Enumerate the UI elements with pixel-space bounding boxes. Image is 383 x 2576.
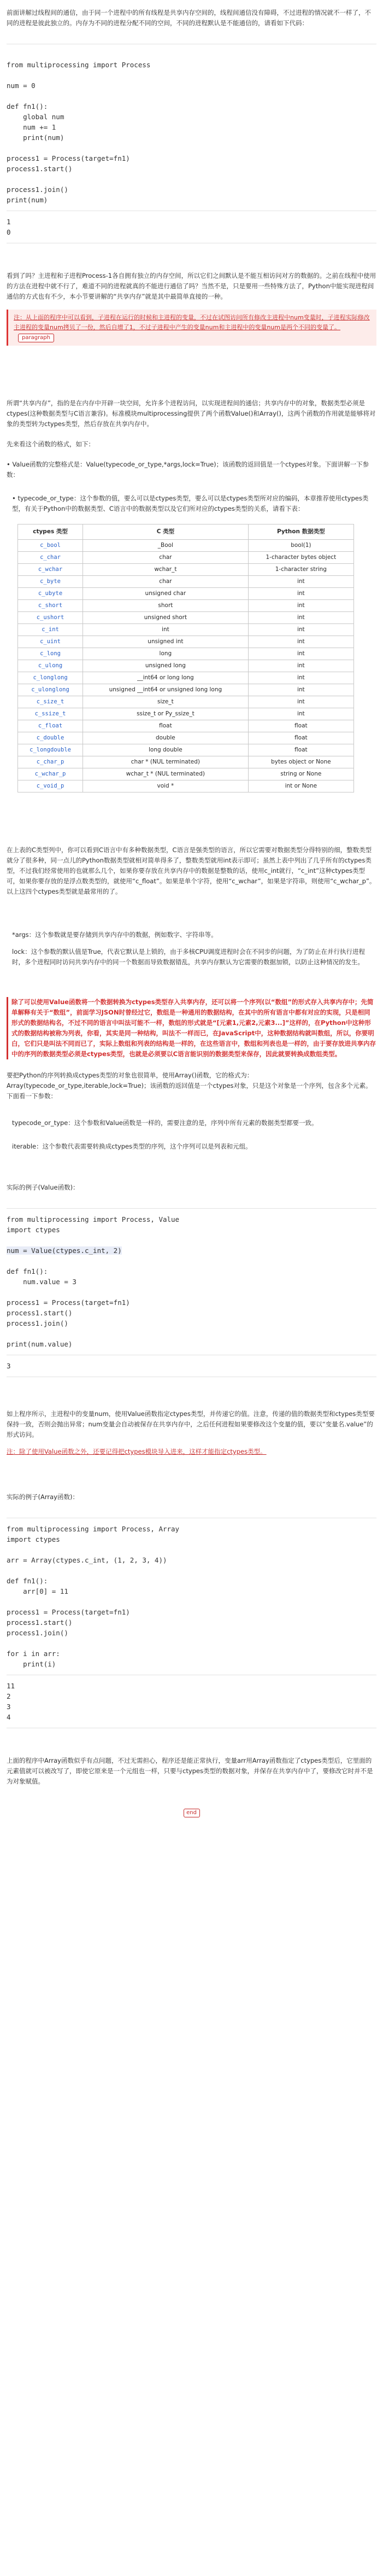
table-cell: int (248, 672, 353, 684)
table-cell: 1-character bytes object (248, 552, 353, 564)
table-cell: wchar_t (83, 564, 249, 576)
note-1: 注：从上面的程序中可以看到，子进程在运行的时候和主进程的变量，不过在试图访问所有修改主进程中num变量时，子进程实际修改主进程的变量num拷贝了一份，然后自增了1，不过子进程中产生的变量num和主进程中的变量num是两个不同的变量了。 paragraph (7, 310, 376, 346)
paragraph-5: 在上表的C类型列中，你可以看到C语言中有多种数据类型，C语言是强类型的语言，所以它需要对数据类型分得特别的细，整数类型就分了很多种，同一点儿的Python数据类型就相对简单得多了，整数类型就用int表示即可；虽然上表中列出了几乎所有的ctypes类型，不过我们经常使用的也就那么几个，如果你要存放在共享内存中的数据是整数的话，使用c_int就行，“c_int”这种ctypes类型可，如果你要存放的是浮点数类型的，就使用“c_float”。如果是单个字符，使用“c_wchar”，如果是字符串，则使用“c_wchar_p”。以上这四个ctypes类型就是最常用的了。 (7, 846, 376, 895)
table-row (18, 732, 354, 744)
table-cell: string or None (248, 768, 353, 780)
iterable-param: iterable：这个参数代表需要转换成ctypes类型的序列，这个序列可以是列表和元组。 (12, 1143, 252, 1150)
table-cell: float (248, 720, 353, 732)
args-param: *args：这个参数就是要存储到共享内存中的数据，例如数字、字符串等。 (12, 931, 217, 939)
table-cell: unsigned int (83, 636, 249, 648)
table-row (18, 768, 354, 780)
code-line: from multiprocessing import Process (7, 61, 151, 69)
table-row (18, 564, 354, 576)
table-row (18, 780, 354, 792)
table-cell: c_ssize_t (18, 708, 83, 720)
table-cell: int (248, 612, 353, 624)
table-cell: bool(1) (248, 540, 353, 552)
table-header: ctypes 类型 (18, 524, 83, 540)
table-cell: c_char (18, 552, 83, 564)
table-cell: short (83, 600, 249, 612)
lock-param: lock：这个参数的默认值是True，代表它默认是上锁的，由于多核CPU调度进程时会在不同步的问题，为了防止在并行执行进程时，多个进程同时访问共享内存中的同一个数据而导致数据错乱，共享内存默认为它需要的数据加锁，以防止这种情况的发生。 (12, 948, 366, 966)
paragraph-4: 先来看这个函数的格式，如下： (7, 440, 95, 448)
value-definition: • Value函数的完整格式是：Value(typecode_or_type,*args,lock=True)；该函数的返回值是一个ctypes对象。下面讲解一下参数： (7, 461, 369, 479)
table-cell: int (248, 588, 353, 600)
table-cell: unsigned short (83, 612, 249, 624)
array-typecode-param: typecode_or_type：这个参数和Value函数是一样的，需要注意的是，序列中所有元素的数据类型都要一致。 (12, 1119, 318, 1127)
table-cell: int (248, 636, 353, 648)
example-value-title: 实际的例子(Value函数)： (7, 1184, 79, 1191)
table-cell: c_short (18, 600, 83, 612)
table-cell: int (248, 660, 353, 672)
table-cell: 1-character string (248, 564, 353, 576)
paragraph-2: 看到了吗？主进程和子进程Process-1各自拥有独立的内存空间，所以它们之间默认是不能互相访问对方的数据的。之前在线程中使用的方法在进程中就不行了，难道不同的进程就真的不能进行通信了吗？当然不是，只是要用一些特殊方法了，Python中能实现进程间通信的方式也有不少，本小节要讲解的“共享内存”就是其中最简单直接的一种。 (7, 272, 376, 300)
output-block-2: 3 (7, 1362, 11, 1370)
table-cell: size_t (83, 696, 249, 708)
bullet-icon: • (12, 494, 18, 502)
table-cell: c_longlong (18, 672, 83, 684)
table-cell: int (248, 648, 353, 660)
table-cell: unsigned __int64 or unsigned long long (83, 684, 249, 696)
table-cell: c_void_p (18, 780, 83, 792)
table-cell: c_long (18, 648, 83, 660)
output-block-3: 11 2 3 4 (7, 1682, 15, 1721)
table-cell: int (248, 708, 353, 720)
table-cell: c_uint (18, 636, 83, 648)
table-cell: bytes object or None (248, 756, 353, 768)
table-cell: int (248, 696, 353, 708)
array-definition: 要把Python的序列转换成ctypes类型的对象也很简单，使用Array()函数，它的格式为：Array(typecode_or_type,iterable,lock=True)；该函数的返回值是一个ctypes对象，只是这个对象是一个序列，包含多个元素。下面看一下参数： (7, 1071, 372, 1100)
table-cell: ssize_t or Py_ssize_t (83, 708, 249, 720)
paragraph-6: 除了可以使用Value函数将一个数据转换为ctypes类型存入共享内存，还可以将一个序列(以“数组”的形式存入共享内存中；先简单解释有关于“数组”，前面学习JSON时曾经过它，数组是一种通用的数据结构，在其中的所有语言中都有对应的实现，只是相同形式的数据结构名，不过不同的语言中叫法可能不一样，数组的形式就是“[元素1,元素2,元素3...]”这样的，在Python中这种形式的数据结构被称为列表，你看，其实是同一种结构，叫法不一样而已，在JavaScript中，这种数据结构就叫数组，所以，你要明白，它们只是叫法不同而已了，实际上数组和列表的结构是一样的，在这些语言中，数组和列表也是一样的，由于要存放进共享内存中的序列的数据类型必须是ctypes类型，也就是必须要以C语言能识别的数据类型来保存，因此就要转换成数组类型。 (7, 997, 376, 1059)
table-cell: int (248, 684, 353, 696)
table-header: C 类型 (83, 524, 249, 540)
table-header: Python 数据类型 (248, 524, 353, 540)
table-cell: float (83, 720, 249, 732)
table-cell: float (248, 732, 353, 744)
table-cell: int (248, 576, 353, 588)
table-row (18, 684, 354, 696)
table-row (18, 636, 354, 648)
table-cell: c_bool (18, 540, 83, 552)
table-cell: int (248, 624, 353, 636)
code-block-1: from multiprocessing import Process num = 0 def fn1(): global num num += 1 print(num) process1 = Process(target=fn1) process1.start() process1.join() print(num) (7, 61, 151, 204)
end-marker[interactable]: end (184, 1809, 200, 1817)
table-cell: c_longdouble (18, 744, 83, 756)
table-cell: c_ulong (18, 660, 83, 672)
table-cell: int (248, 600, 353, 612)
intro-paragraph: 前面讲解过线程间的通信，由于同一个进程中的所有线程是共享内存空间的，线程间通信没有障碍，不过进程的情况就不一样了，不同的进程是彼此独立的。内存为不同的进程分配不同的空间，不同的进程默认是不能通信的，请看如下代码： (7, 9, 371, 27)
table-row (18, 672, 354, 684)
table-cell: long (83, 648, 249, 660)
code-block-3: from multiprocessing import Process, Array import ctypes arr = Array(ctypes.c_int, (1, 2, 3, 4)) def fn1(): arr[0] = 11 process1 = Process(target=fn1) process1.start() process1.join() for i in arr: print(i) (7, 1525, 180, 1668)
table-cell: char (83, 576, 249, 588)
paragraph-8: 上面的程序中Array函数似乎有点问题，不过无需担心，程序还是能正常执行，变量arr用Array函数指定了ctypes类型后，它里面的元素值就可以被改写了，即使它原来是一个元组也一样，只要与ctypes类型的数据对象，并保存在共享内存中了，要修改它时并不是为对象赋值。 (7, 1757, 373, 1785)
table-row (18, 720, 354, 732)
table-cell: _Bool (83, 540, 249, 552)
table-cell: c_wchar (18, 564, 83, 576)
bullet-icon: • (7, 461, 13, 468)
table-row (18, 756, 354, 768)
paragraph-7: 如上程序所示，主进程中的变量num，使用Value函数指定ctypes类型，并传递它的值。注意，传递的值的数据类型和ctypes类型要保持一致，否则会抛出异常；num变量会自动被保存在共享内存中，之后任何进程如果要修改这个变量的值，要以“变量名.value”的形式访问。 (7, 1410, 375, 1438)
table-cell: __int64 or long long (83, 672, 249, 684)
table-cell: c_ulonglong (18, 684, 83, 696)
table-cell: unsigned long (83, 660, 249, 672)
table-cell: c_int (18, 624, 83, 636)
table-cell: char * (NUL terminated) (83, 756, 249, 768)
typecode-param: • typecode_or_type：这个参数的值，要么可以是ctypes类型，要么可以是ctypes类型所对应的编码，本章推荐使用ctypes类型，有关于Python中的数据类型、C语言中的数据类型以及它们所对应的ctypes类型的关系，请看下表： (12, 494, 369, 512)
table-cell: unsigned char (83, 588, 249, 600)
table-cell: long double (83, 744, 249, 756)
table-cell: int (83, 624, 249, 636)
table-row (18, 624, 354, 636)
table-cell: char (83, 552, 249, 564)
table-cell: c_ushort (18, 612, 83, 624)
table-row (18, 612, 354, 624)
table-cell: wchar_t * (NUL terminated) (83, 768, 249, 780)
code-block-2: from multiprocessing import Process, Value import ctypes num = Value(ctypes.c_int, 2) def fn1(): num.value = 3 process1 = Process(target=fn1) process1.start() process1.join() print(num.value) (7, 1215, 180, 1348)
table-row (18, 576, 354, 588)
table-cell: c_size_t (18, 696, 83, 708)
table-cell: float (248, 744, 353, 756)
table-cell: int or None (248, 780, 353, 792)
ctypes-table (17, 524, 354, 792)
paragraph-3: 所谓“共享内存”，指的是在内存中开辟一块空间，允许多个进程访问，以实现进程间的通信；共享内存中的对象，数据类型必须是ctypes(这种数据类型与C语言兼容)。标准模块multiprocessing提供了两个函数Value()和Array()，这两个函数的作用就是能够将对象的类型转为ctypes类型，然后存放在共享内存中。 (7, 399, 376, 428)
table-row (18, 648, 354, 660)
table-cell: c_double (18, 732, 83, 744)
divider (7, 1208, 376, 1209)
table-cell: c_wchar_p (18, 768, 83, 780)
output-block-1: 1 0 (7, 218, 11, 236)
paragraph-tag[interactable]: paragraph (18, 334, 54, 342)
table-row (18, 660, 354, 672)
table-row (18, 540, 354, 552)
table-cell: c_char_p (18, 756, 83, 768)
table-cell: c_ubyte (18, 588, 83, 600)
table-row (18, 588, 354, 600)
table-row (18, 744, 354, 756)
table-header-row (18, 524, 354, 540)
example-array-title: 实际的例子(Array函数)： (7, 1493, 79, 1501)
table-cell: double (83, 732, 249, 744)
table-row (18, 552, 354, 564)
note-2: 注：除了使用Value函数之外，还要记得把ctypes模块导入进来，这样才能指定ctypes类型。 (7, 1448, 267, 1455)
table-cell: c_float (18, 720, 83, 732)
table-row (18, 708, 354, 720)
table-row (18, 696, 354, 708)
table-cell: c_byte (18, 576, 83, 588)
table-row (18, 600, 354, 612)
table-cell: void * (83, 780, 249, 792)
